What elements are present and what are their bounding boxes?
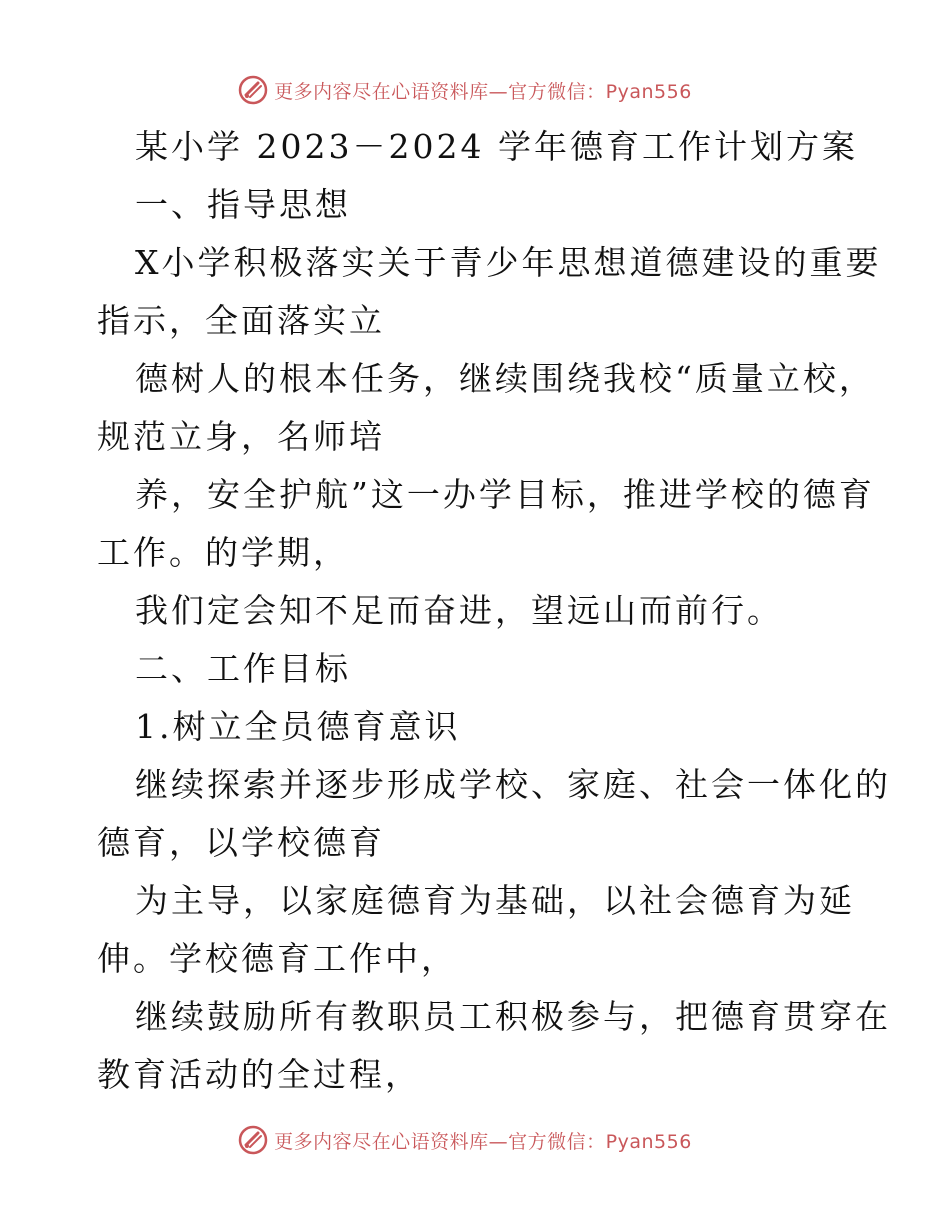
paragraph-line: 德树人的根本任务，继续围绕我校“质量立校， [135, 359, 875, 398]
paragraph-line: 规范立身，名师培 [97, 417, 385, 456]
paragraph-line: 继续鼓励所有教职员工积极参与，把德育贯穿在 [135, 997, 891, 1036]
paragraph-line: X小学积极落实关于青少年思想道德建设的重要 [135, 243, 882, 282]
section-heading-1: 一、指导思想 [135, 185, 351, 224]
subsection-heading: 1.树立全员德育意识 [135, 707, 461, 746]
document-body [97, 118, 891, 1104]
paragraph-line: 德育，以学校德育 [97, 823, 385, 862]
doc-title: 某小学 2023－2024 学年德育工作计划方案 [135, 127, 858, 166]
footer-watermark-text: 更多内容尽在心语资料库—官方微信：Pyan556 [274, 1130, 692, 1153]
header-watermark-banner [0, 70, 950, 110]
header-watermark-text: 更多内容尽在心语资料库—官方微信：Pyan556 [274, 80, 692, 103]
paragraph-line: 指示，全面落实立 [97, 301, 385, 340]
paragraph-line: 工作。的学期， [97, 533, 349, 572]
paragraph-line: 教育活动的全过程， [97, 1055, 421, 1094]
paragraph-line: 为主导，以家庭德育为基础，以社会德育为延 [135, 881, 855, 920]
paragraph-line: 伸。学校德育工作中， [97, 939, 457, 978]
logo-icon [238, 1125, 268, 1155]
logo-icon [238, 75, 268, 105]
paragraph-line: 继续探索并逐步形成学校、家庭、社会一体化的 [135, 765, 891, 804]
paragraph-line: 我们定会知不足而奋进，望远山而前行。 [135, 591, 783, 630]
section-heading-2: 二、工作目标 [135, 649, 351, 688]
footer-watermark-banner [0, 1120, 950, 1160]
paragraph-line: 养，安全护航”这一办学目标，推进学校的德育 [135, 475, 875, 514]
